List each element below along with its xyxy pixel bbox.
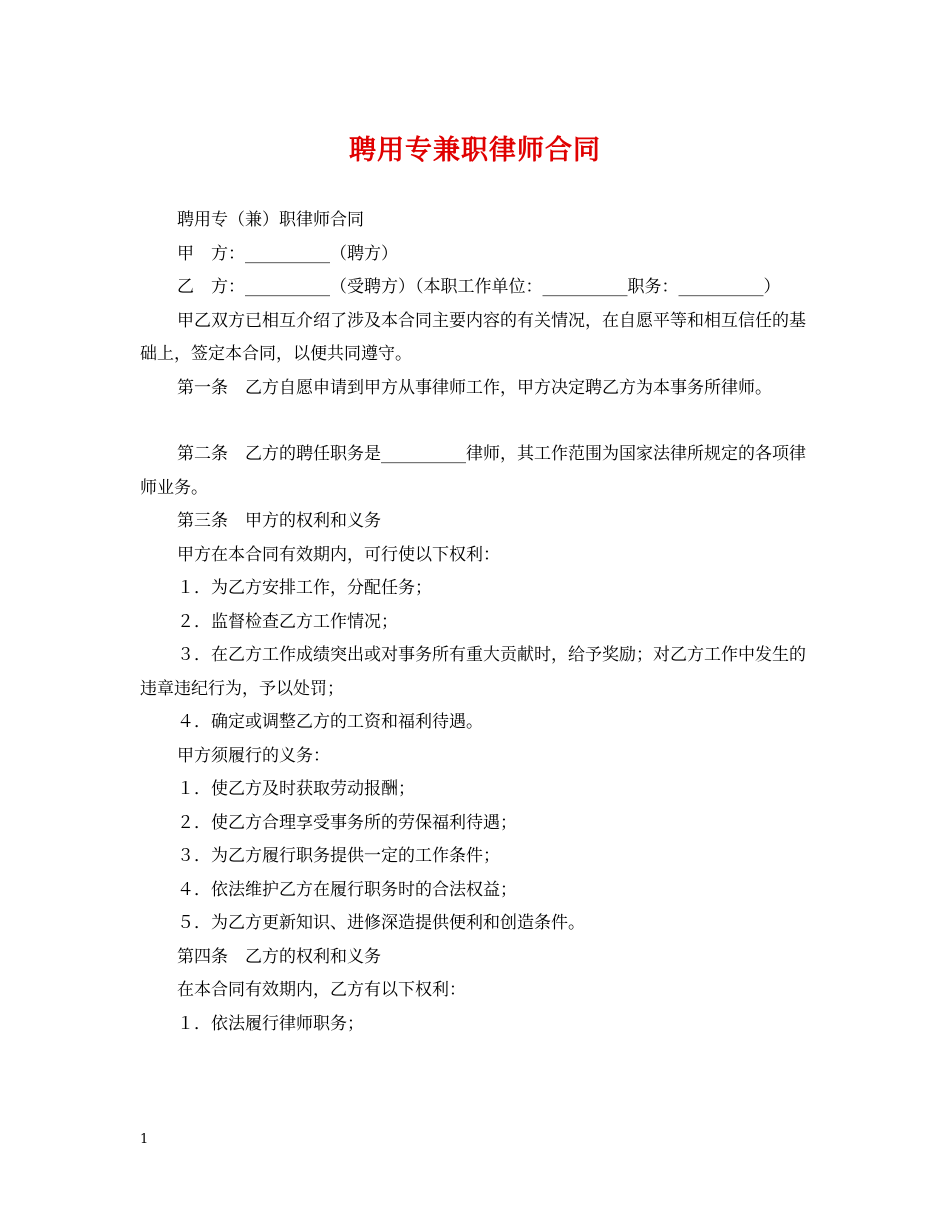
party-a-right-2: ２．监督检查乙方工作情况；	[177, 611, 398, 632]
document-title: 聘用专兼职律师合同	[349, 135, 601, 166]
party-a-right-3: ３．在乙方工作成绩突出或对事务所有重大贡献时，给予奖励；对乙方工作中发生的违章违纪行为，予以处罚；	[140, 645, 806, 699]
party-a-duty-1: １．使乙方及时获取劳动报酬；	[177, 779, 415, 799]
party-a-right-1: １．为乙方安排工作，分配任务；	[177, 578, 432, 598]
party-a-duty-2: ２．使乙方合理享受事务所的劳保福利待遇；	[177, 812, 517, 833]
party-a-duties-intro: 甲方须履行的义务：	[177, 745, 330, 766]
article-3-heading: 第三条 甲方的权利和义务	[177, 511, 381, 531]
contract-heading: 聘用专（兼）职律师合同	[177, 210, 364, 230]
party-a-duty-4: ４．依法维护乙方在履行职务时的合法权益；	[177, 879, 517, 900]
page-number: 1	[140, 1132, 149, 1147]
party-b-right-1: １．依法履行律师职务；	[177, 1013, 364, 1034]
party-a-line: 甲 方：__________（聘方）	[177, 243, 398, 264]
document-body	[140, 204, 812, 1041]
article-4-heading: 第四条 乙方的权利和义务	[177, 946, 381, 967]
party-b-line: 乙 方：__________（受聘方）（本职工作单位：__________职务：__________）	[177, 277, 781, 297]
party-a-rights-intro: 甲方在本合同有效期内，可行使以下权利：	[177, 544, 500, 565]
party-a-duty-5: ５．为乙方更新知识、进修深造提供便利和创造条件。	[177, 913, 585, 933]
party-a-duty-3: ３．为乙方履行职务提供一定的工作条件；	[177, 846, 500, 866]
party-a-right-4: ４．确定或调整乙方的工资和福利待遇。	[177, 712, 483, 732]
party-b-rights-intro: 在本合同有效期内，乙方有以下权利：	[177, 980, 466, 1000]
preamble-paragraph: 甲乙双方已相互介绍了涉及本合同主要内容的有关情况，在自愿平等和相互信任的基础上，签定本合同，以便共同遵守。	[140, 310, 806, 364]
article-1: 第一条 乙方自愿申请到甲方从事律师工作，甲方决定聘乙方为本事务所律师。	[177, 377, 772, 398]
article-2: 第二条 乙方的聘任职务是__________律师，其工作范围为国家法律所规定的各项律师业务。	[140, 444, 806, 498]
blank-line	[140, 405, 812, 438]
